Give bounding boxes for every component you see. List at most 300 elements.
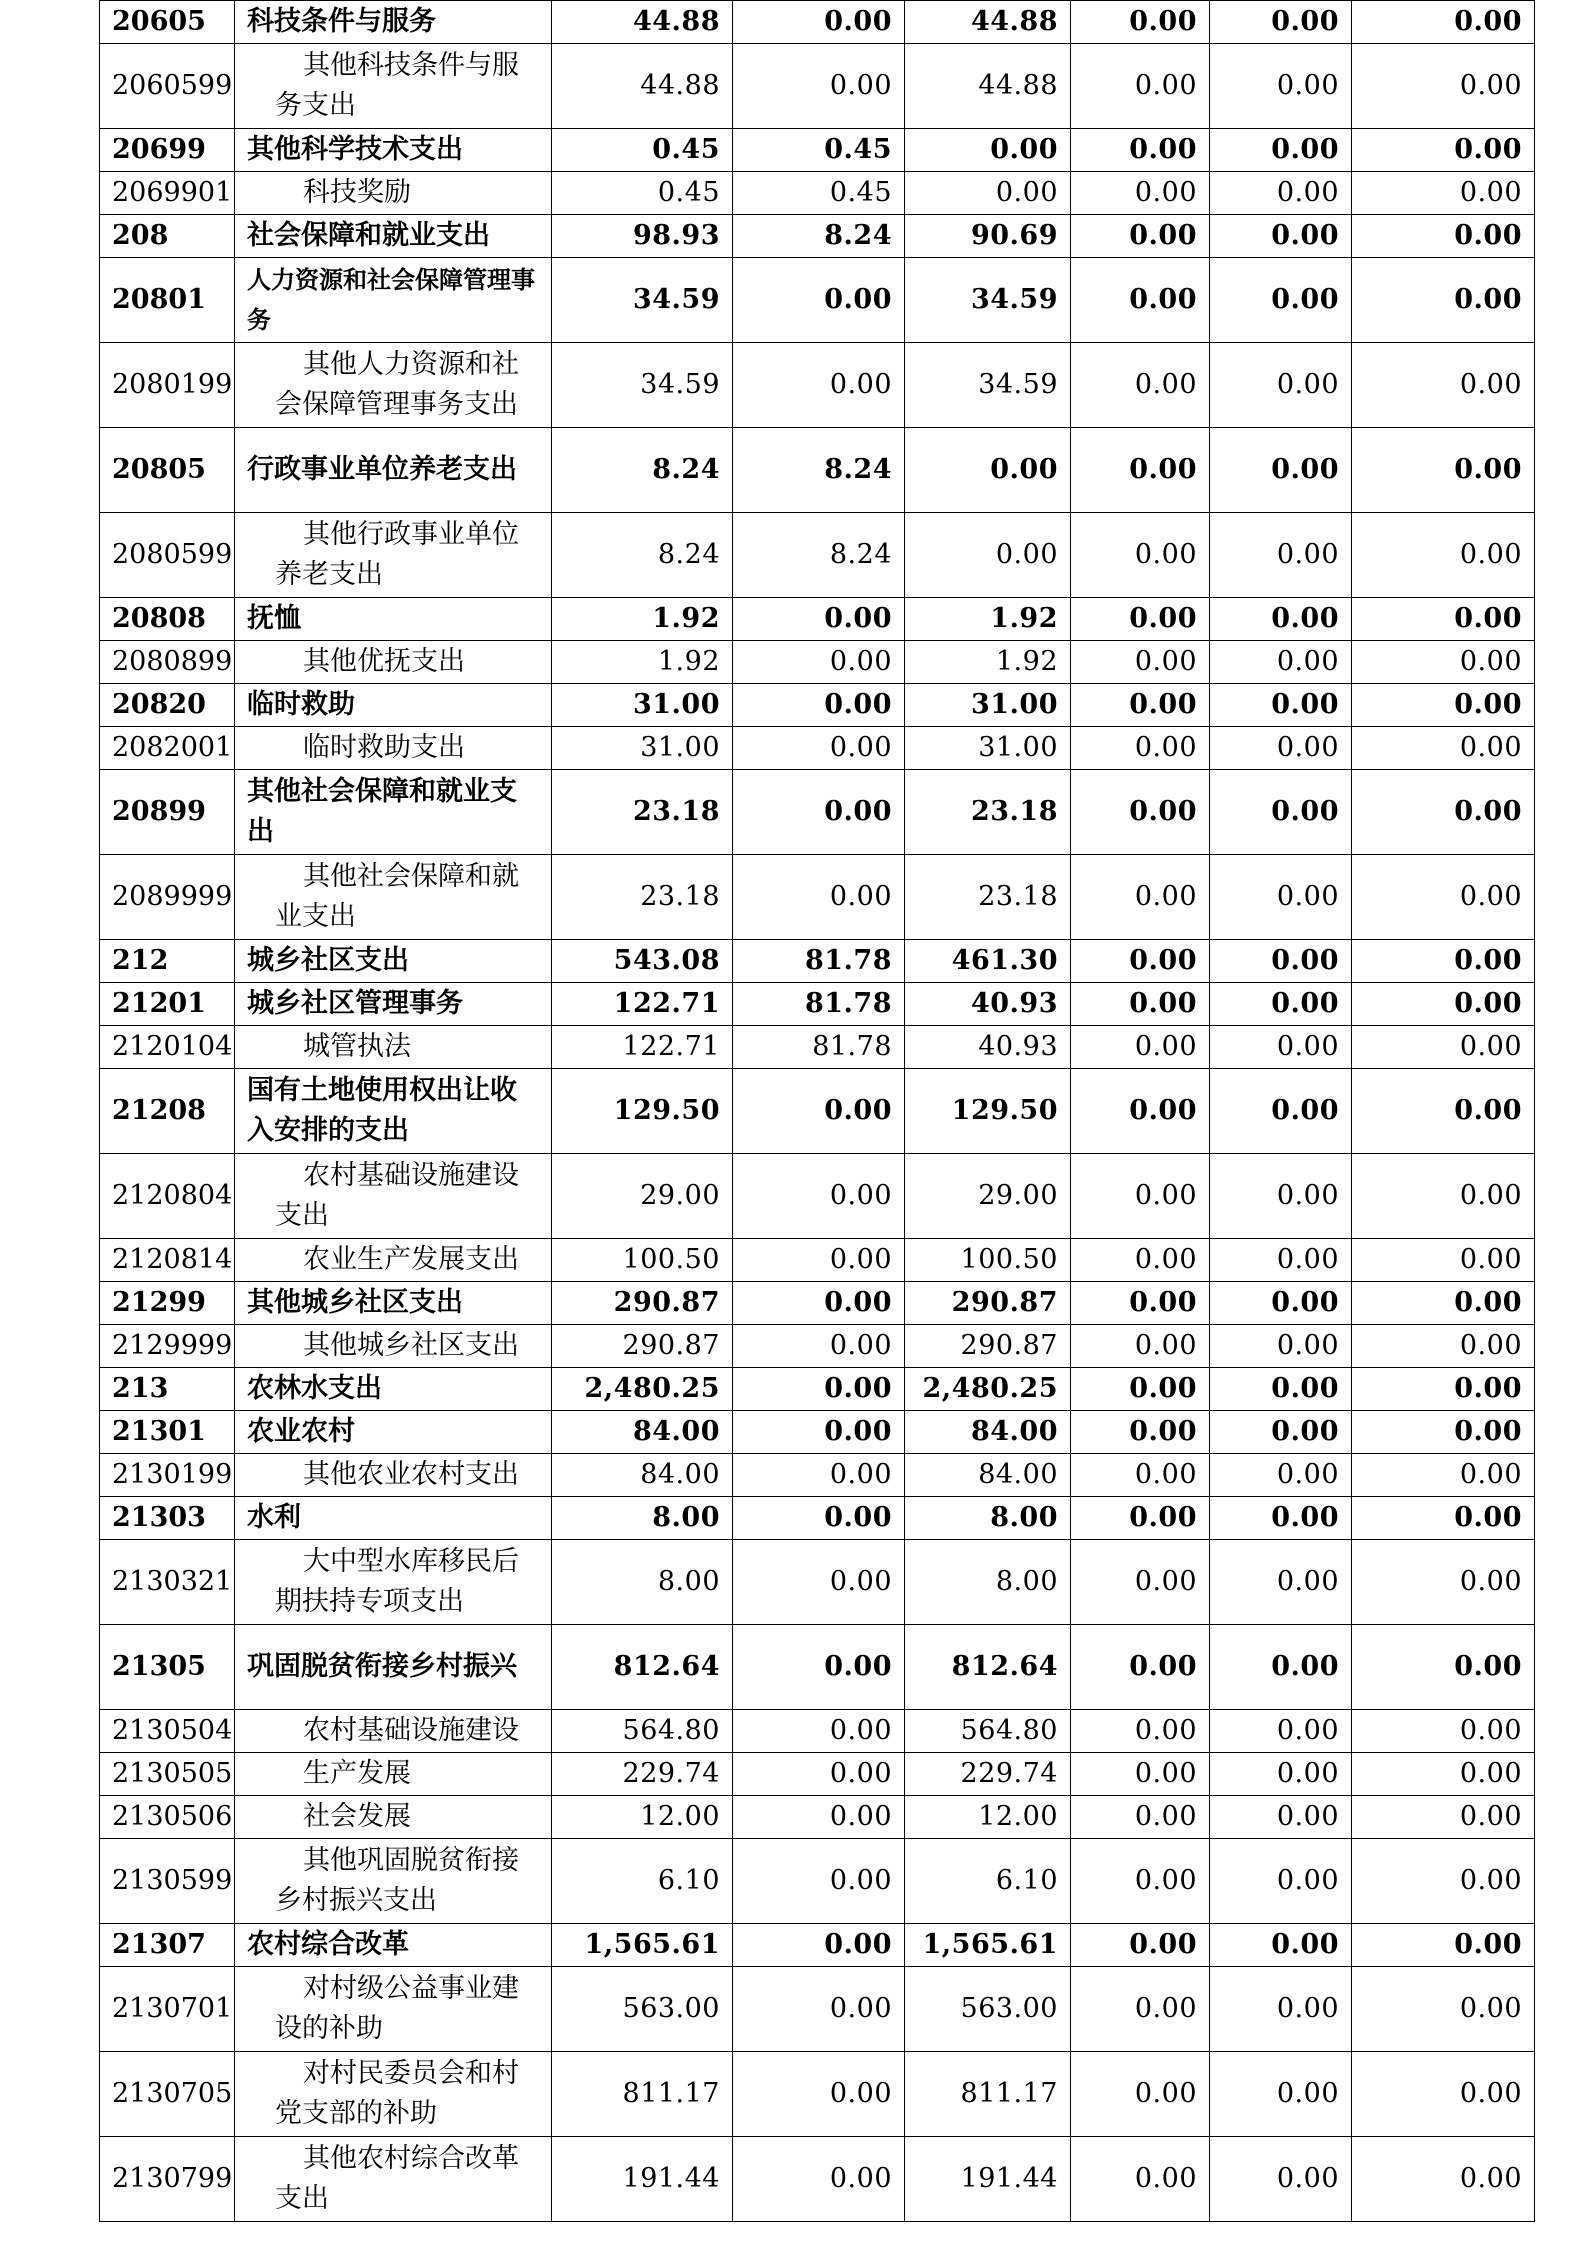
- amount-col5-cell: 0.00: [1210, 1154, 1352, 1239]
- basic-expenditure-cell: 0.00: [733, 1924, 905, 1967]
- subject-code-cell: 2080899: [100, 641, 235, 684]
- amount-col5-cell: 0.00: [1210, 770, 1352, 855]
- project-expenditure-cell: 29.00: [905, 1154, 1071, 1239]
- total-amount-cell: 29.00: [552, 1154, 733, 1239]
- amount-col6-cell: 0.00: [1352, 684, 1535, 727]
- project-expenditure-cell: 812.64: [905, 1625, 1071, 1710]
- amount-col6-cell: 0.00: [1352, 641, 1535, 684]
- amount-col5-cell: 0.00: [1210, 1753, 1352, 1796]
- subject-name-cell: 城乡社区支出: [235, 940, 552, 983]
- total-amount-cell: 34.59: [552, 343, 733, 428]
- basic-expenditure-cell: 0.00: [733, 1239, 905, 1282]
- subject-name-cell: 其他农村综合改革支出: [235, 2137, 552, 2222]
- subject-code-cell: 21201: [100, 983, 235, 1026]
- basic-expenditure-cell: 0.00: [733, 855, 905, 940]
- subject-name-cell: 其他城乡社区支出: [235, 1325, 552, 1368]
- subject-name-cell: 城乡社区管理事务: [235, 983, 552, 1026]
- subject-name-cell: 其他科技条件与服务支出: [235, 44, 552, 129]
- subject-name-cell: 抚恤: [235, 598, 552, 641]
- amount-col4-cell: 0.00: [1071, 1069, 1210, 1154]
- subject-code-cell: 2060599: [100, 44, 235, 129]
- project-expenditure-cell: 34.59: [905, 343, 1071, 428]
- subject-name-cell: 水利: [235, 1497, 552, 1540]
- table-row: [100, 598, 1535, 641]
- subject-name-cell: 农村基础设施建设支出: [235, 1154, 552, 1239]
- amount-col6-cell: 0.00: [1352, 598, 1535, 641]
- amount-col4-cell: 0.00: [1071, 129, 1210, 172]
- subject-name-cell: 其他农业农村支出: [235, 1454, 552, 1497]
- subject-name-cell: 人力资源和社会保障管理事务: [235, 258, 552, 343]
- basic-expenditure-cell: 0.00: [733, 1069, 905, 1154]
- total-amount-cell: 84.00: [552, 1454, 733, 1497]
- amount-col5-cell: 0.00: [1210, 684, 1352, 727]
- subject-name-cell: 其他城乡社区支出: [235, 1282, 552, 1325]
- subject-code-cell: 20899: [100, 770, 235, 855]
- total-amount-cell: 1.92: [552, 598, 733, 641]
- project-expenditure-cell: 44.88: [905, 1, 1071, 44]
- subject-code-cell: 20605: [100, 1, 235, 44]
- total-amount-cell: 543.08: [552, 940, 733, 983]
- subject-name-cell: 其他社会保障和就业支出: [235, 855, 552, 940]
- subject-code-cell: 2082001: [100, 727, 235, 770]
- total-amount-cell: 812.64: [552, 1625, 733, 1710]
- amount-col6-cell: 0.00: [1352, 1710, 1535, 1753]
- total-amount-cell: 290.87: [552, 1325, 733, 1368]
- basic-expenditure-cell: 0.00: [733, 641, 905, 684]
- project-expenditure-cell: 31.00: [905, 727, 1071, 770]
- total-amount-cell: 8.24: [552, 428, 733, 513]
- subject-name-cell: 城管执法: [235, 1026, 552, 1069]
- amount-col6-cell: 0.00: [1352, 1411, 1535, 1454]
- subject-name-cell: 大中型水库移民后期扶持专项支出: [235, 1540, 552, 1625]
- amount-col5-cell: 0.00: [1210, 343, 1352, 428]
- table-row: [100, 940, 1535, 983]
- amount-col6-cell: 0.00: [1352, 1753, 1535, 1796]
- amount-col4-cell: 0.00: [1071, 172, 1210, 215]
- subject-name-cell: 农村综合改革: [235, 1924, 552, 1967]
- amount-col5-cell: 0.00: [1210, 1924, 1352, 1967]
- subject-code-cell: 20808: [100, 598, 235, 641]
- subject-code-cell: 2120814: [100, 1239, 235, 1282]
- project-expenditure-cell: 461.30: [905, 940, 1071, 983]
- subject-name-cell: 科技条件与服务: [235, 1, 552, 44]
- subject-code-cell: 2120804: [100, 1154, 235, 1239]
- amount-col6-cell: 0.00: [1352, 855, 1535, 940]
- basic-expenditure-cell: 81.78: [733, 940, 905, 983]
- amount-col4-cell: 0.00: [1071, 1411, 1210, 1454]
- project-expenditure-cell: 40.93: [905, 983, 1071, 1026]
- subject-name-cell: 农村基础设施建设: [235, 1710, 552, 1753]
- amount-col4-cell: 0.00: [1071, 1282, 1210, 1325]
- subject-code-cell: 2130701: [100, 1967, 235, 2052]
- subject-name-cell: 社会发展: [235, 1796, 552, 1839]
- amount-col6-cell: 0.00: [1352, 1796, 1535, 1839]
- table-row: [100, 428, 1535, 513]
- table-row: [100, 343, 1535, 428]
- total-amount-cell: 44.88: [552, 1, 733, 44]
- table-row: [100, 1, 1535, 44]
- amount-col6-cell: 0.00: [1352, 258, 1535, 343]
- subject-code-cell: 2130799: [100, 2137, 235, 2222]
- project-expenditure-cell: 290.87: [905, 1282, 1071, 1325]
- basic-expenditure-cell: 0.00: [733, 1325, 905, 1368]
- amount-col4-cell: 0.00: [1071, 727, 1210, 770]
- subject-code-cell: 2130504: [100, 1710, 235, 1753]
- amount-col5-cell: 0.00: [1210, 940, 1352, 983]
- amount-col6-cell: 0.00: [1352, 1069, 1535, 1154]
- basic-expenditure-cell: 0.00: [733, 1710, 905, 1753]
- amount-col5-cell: 0.00: [1210, 1839, 1352, 1924]
- amount-col5-cell: 0.00: [1210, 983, 1352, 1026]
- subject-code-cell: 212: [100, 940, 235, 983]
- project-expenditure-cell: 1,565.61: [905, 1924, 1071, 1967]
- basic-expenditure-cell: 0.00: [733, 1625, 905, 1710]
- amount-col5-cell: 0.00: [1210, 1368, 1352, 1411]
- subject-code-cell: 2130506: [100, 1796, 235, 1839]
- amount-col4-cell: 0.00: [1071, 1967, 1210, 2052]
- subject-code-cell: 208: [100, 215, 235, 258]
- table-row: [100, 1540, 1535, 1625]
- amount-col4-cell: 0.00: [1071, 1325, 1210, 1368]
- project-expenditure-cell: 0.00: [905, 172, 1071, 215]
- total-amount-cell: 98.93: [552, 215, 733, 258]
- amount-col4-cell: 0.00: [1071, 1026, 1210, 1069]
- amount-col4-cell: 0.00: [1071, 258, 1210, 343]
- subject-name-cell: 其他优抚支出: [235, 641, 552, 684]
- total-amount-cell: 1.92: [552, 641, 733, 684]
- amount-col4-cell: 0.00: [1071, 2137, 1210, 2222]
- amount-col4-cell: 0.00: [1071, 983, 1210, 1026]
- amount-col6-cell: 0.00: [1352, 1839, 1535, 1924]
- subject-name-cell: 农业农村: [235, 1411, 552, 1454]
- project-expenditure-cell: 34.59: [905, 258, 1071, 343]
- amount-col6-cell: 0.00: [1352, 1497, 1535, 1540]
- amount-col6-cell: 0.00: [1352, 983, 1535, 1026]
- project-expenditure-cell: 90.69: [905, 215, 1071, 258]
- subject-name-cell: 农业生产发展支出: [235, 1239, 552, 1282]
- amount-col5-cell: 0.00: [1210, 44, 1352, 129]
- basic-expenditure-cell: 8.24: [733, 513, 905, 598]
- basic-expenditure-cell: 0.45: [733, 172, 905, 215]
- amount-col5-cell: 0.00: [1210, 1454, 1352, 1497]
- subject-code-cell: 2069901: [100, 172, 235, 215]
- amount-col5-cell: 0.00: [1210, 1967, 1352, 2052]
- amount-col4-cell: 0.00: [1071, 1239, 1210, 1282]
- basic-expenditure-cell: 0.00: [733, 684, 905, 727]
- basic-expenditure-cell: 0.00: [733, 1282, 905, 1325]
- amount-col5-cell: 0.00: [1210, 129, 1352, 172]
- amount-col4-cell: 0.00: [1071, 770, 1210, 855]
- table-row: [100, 1411, 1535, 1454]
- amount-col5-cell: 0.00: [1210, 1026, 1352, 1069]
- amount-col6-cell: 0.00: [1352, 1239, 1535, 1282]
- subject-name-cell: 对村民委员会和村党支部的补助: [235, 2052, 552, 2137]
- amount-col4-cell: 0.00: [1071, 684, 1210, 727]
- project-expenditure-cell: 564.80: [905, 1710, 1071, 1753]
- amount-col4-cell: 0.00: [1071, 1625, 1210, 1710]
- basic-expenditure-cell: 0.00: [733, 727, 905, 770]
- amount-col4-cell: 0.00: [1071, 44, 1210, 129]
- project-expenditure-cell: 2,480.25: [905, 1368, 1071, 1411]
- amount-col4-cell: 0.00: [1071, 1753, 1210, 1796]
- project-expenditure-cell: 8.00: [905, 1540, 1071, 1625]
- total-amount-cell: 23.18: [552, 770, 733, 855]
- table-row: [100, 1026, 1535, 1069]
- table-row: [100, 172, 1535, 215]
- amount-col4-cell: 0.00: [1071, 855, 1210, 940]
- subject-name-cell: 社会保障和就业支出: [235, 215, 552, 258]
- subject-name-cell: 巩固脱贫衔接乡村振兴: [235, 1625, 552, 1710]
- amount-col6-cell: 0.00: [1352, 1454, 1535, 1497]
- project-expenditure-cell: 84.00: [905, 1411, 1071, 1454]
- amount-col5-cell: 0.00: [1210, 172, 1352, 215]
- total-amount-cell: 31.00: [552, 727, 733, 770]
- basic-expenditure-cell: 0.00: [733, 343, 905, 428]
- table-row: [100, 641, 1535, 684]
- table-row: [100, 1239, 1535, 1282]
- total-amount-cell: 811.17: [552, 2052, 733, 2137]
- project-expenditure-cell: 290.87: [905, 1325, 1071, 1368]
- project-expenditure-cell: 191.44: [905, 2137, 1071, 2222]
- table-row: [100, 1325, 1535, 1368]
- subject-code-cell: 20699: [100, 129, 235, 172]
- subject-name-cell: 其他巩固脱贫衔接乡村振兴支出: [235, 1839, 552, 1924]
- subject-code-cell: 21305: [100, 1625, 235, 1710]
- table-row: [100, 983, 1535, 1026]
- table-row: [100, 1967, 1535, 2052]
- basic-expenditure-cell: 81.78: [733, 983, 905, 1026]
- basic-expenditure-cell: 0.00: [733, 1753, 905, 1796]
- total-amount-cell: 564.80: [552, 1710, 733, 1753]
- amount-col6-cell: 0.00: [1352, 1282, 1535, 1325]
- subject-name-cell: 对村级公益事业建设的补助: [235, 1967, 552, 2052]
- amount-col5-cell: 0.00: [1210, 641, 1352, 684]
- amount-col5-cell: 0.00: [1210, 2137, 1352, 2222]
- table-row: [100, 1924, 1535, 1967]
- amount-col6-cell: 0.00: [1352, 2052, 1535, 2137]
- amount-col5-cell: 0.00: [1210, 1625, 1352, 1710]
- table-row: [100, 513, 1535, 598]
- subject-code-cell: 2089999: [100, 855, 235, 940]
- table-row: [100, 215, 1535, 258]
- amount-col4-cell: 0.00: [1071, 1540, 1210, 1625]
- basic-expenditure-cell: 0.45: [733, 129, 905, 172]
- project-expenditure-cell: 1.92: [905, 598, 1071, 641]
- project-expenditure-cell: 23.18: [905, 855, 1071, 940]
- basic-expenditure-cell: 0.00: [733, 2052, 905, 2137]
- basic-expenditure-cell: 0.00: [733, 1967, 905, 2052]
- project-expenditure-cell: 84.00: [905, 1454, 1071, 1497]
- table-row: [100, 1282, 1535, 1325]
- amount-col6-cell: 0.00: [1352, 1154, 1535, 1239]
- subject-name-cell: 其他行政事业单位养老支出: [235, 513, 552, 598]
- table-row: [100, 2137, 1535, 2222]
- table-row: [100, 1753, 1535, 1796]
- amount-col4-cell: 0.00: [1071, 940, 1210, 983]
- amount-col6-cell: 0.00: [1352, 172, 1535, 215]
- amount-col5-cell: 0.00: [1210, 727, 1352, 770]
- project-expenditure-cell: 1.92: [905, 641, 1071, 684]
- subject-code-cell: 20805: [100, 428, 235, 513]
- total-amount-cell: 84.00: [552, 1411, 733, 1454]
- total-amount-cell: 8.00: [552, 1497, 733, 1540]
- amount-col5-cell: 0.00: [1210, 598, 1352, 641]
- amount-col6-cell: 0.00: [1352, 1540, 1535, 1625]
- basic-expenditure-cell: 0.00: [733, 1368, 905, 1411]
- amount-col5-cell: 0.00: [1210, 215, 1352, 258]
- amount-col4-cell: 0.00: [1071, 641, 1210, 684]
- table-row: [100, 855, 1535, 940]
- amount-col6-cell: 0.00: [1352, 727, 1535, 770]
- total-amount-cell: 290.87: [552, 1282, 733, 1325]
- total-amount-cell: 100.50: [552, 1239, 733, 1282]
- subject-name-cell: 临时救助支出: [235, 727, 552, 770]
- table-row: [100, 770, 1535, 855]
- subject-name-cell: 生产发展: [235, 1753, 552, 1796]
- amount-col5-cell: 0.00: [1210, 1710, 1352, 1753]
- amount-col4-cell: 0.00: [1071, 2052, 1210, 2137]
- basic-expenditure-cell: 0.00: [733, 1839, 905, 1924]
- table-row: [100, 684, 1535, 727]
- subject-name-cell: 农林水支出: [235, 1368, 552, 1411]
- amount-col5-cell: 0.00: [1210, 1069, 1352, 1154]
- table-row: [100, 1069, 1535, 1154]
- amount-col5-cell: 0.00: [1210, 428, 1352, 513]
- total-amount-cell: 0.45: [552, 129, 733, 172]
- table-row: [100, 1454, 1535, 1497]
- project-expenditure-cell: 0.00: [905, 513, 1071, 598]
- amount-col4-cell: 0.00: [1071, 1924, 1210, 1967]
- amount-col4-cell: 0.00: [1071, 428, 1210, 513]
- amount-col4-cell: 0.00: [1071, 1796, 1210, 1839]
- amount-col5-cell: 0.00: [1210, 1497, 1352, 1540]
- subject-name-cell: 临时救助: [235, 684, 552, 727]
- total-amount-cell: 23.18: [552, 855, 733, 940]
- total-amount-cell: 191.44: [552, 2137, 733, 2222]
- table-row: [100, 1796, 1535, 1839]
- project-expenditure-cell: 129.50: [905, 1069, 1071, 1154]
- amount-col5-cell: 0.00: [1210, 1540, 1352, 1625]
- subject-name-cell: 国有土地使用权出让收入安排的支出: [235, 1069, 552, 1154]
- basic-expenditure-cell: 0.00: [733, 770, 905, 855]
- subject-code-cell: 213: [100, 1368, 235, 1411]
- subject-code-cell: 21303: [100, 1497, 235, 1540]
- subject-code-cell: 2130705: [100, 2052, 235, 2137]
- total-amount-cell: 6.10: [552, 1839, 733, 1924]
- subject-code-cell: 2120104: [100, 1026, 235, 1069]
- amount-col5-cell: 0.00: [1210, 513, 1352, 598]
- amount-col4-cell: 0.00: [1071, 1710, 1210, 1753]
- project-expenditure-cell: 229.74: [905, 1753, 1071, 1796]
- subject-code-cell: 2129999: [100, 1325, 235, 1368]
- subject-name-cell: 其他科学技术支出: [235, 129, 552, 172]
- basic-expenditure-cell: 0.00: [733, 1796, 905, 1839]
- total-amount-cell: 8.24: [552, 513, 733, 598]
- project-expenditure-cell: 12.00: [905, 1796, 1071, 1839]
- table-row: [100, 129, 1535, 172]
- table-row: [100, 1154, 1535, 1239]
- amount-col5-cell: 0.00: [1210, 855, 1352, 940]
- total-amount-cell: 0.45: [552, 172, 733, 215]
- total-amount-cell: 8.00: [552, 1540, 733, 1625]
- table-row: [100, 1625, 1535, 1710]
- subject-code-cell: 2130505: [100, 1753, 235, 1796]
- amount-col6-cell: 0.00: [1352, 2137, 1535, 2222]
- subject-name-cell: 其他社会保障和就业支出: [235, 770, 552, 855]
- amount-col6-cell: 0.00: [1352, 1967, 1535, 2052]
- total-amount-cell: 229.74: [552, 1753, 733, 1796]
- amount-col6-cell: 0.00: [1352, 1026, 1535, 1069]
- amount-col6-cell: 0.00: [1352, 1368, 1535, 1411]
- amount-col5-cell: 0.00: [1210, 1325, 1352, 1368]
- project-expenditure-cell: 44.88: [905, 44, 1071, 129]
- amount-col5-cell: 0.00: [1210, 1, 1352, 44]
- amount-col6-cell: 0.00: [1352, 129, 1535, 172]
- project-expenditure-cell: 31.00: [905, 684, 1071, 727]
- table-row: [100, 44, 1535, 129]
- subject-code-cell: 2080199: [100, 343, 235, 428]
- basic-expenditure-cell: 0.00: [733, 1154, 905, 1239]
- total-amount-cell: 31.00: [552, 684, 733, 727]
- amount-col6-cell: 0.00: [1352, 940, 1535, 983]
- subject-code-cell: 2130599: [100, 1839, 235, 1924]
- amount-col6-cell: 0.00: [1352, 1325, 1535, 1368]
- basic-expenditure-cell: 0.00: [733, 1, 905, 44]
- amount-col6-cell: 0.00: [1352, 428, 1535, 513]
- amount-col5-cell: 0.00: [1210, 1282, 1352, 1325]
- basic-expenditure-cell: 8.24: [733, 215, 905, 258]
- basic-expenditure-cell: 0.00: [733, 258, 905, 343]
- basic-expenditure-cell: 81.78: [733, 1026, 905, 1069]
- amount-col4-cell: 0.00: [1071, 215, 1210, 258]
- amount-col4-cell: 0.00: [1071, 1454, 1210, 1497]
- amount-col6-cell: 0.00: [1352, 1625, 1535, 1710]
- project-expenditure-cell: 23.18: [905, 770, 1071, 855]
- project-expenditure-cell: 100.50: [905, 1239, 1071, 1282]
- amount-col6-cell: 0.00: [1352, 513, 1535, 598]
- subject-code-cell: 20820: [100, 684, 235, 727]
- amount-col4-cell: 0.00: [1071, 1154, 1210, 1239]
- basic-expenditure-cell: 0.00: [733, 2137, 905, 2222]
- budget-table: [99, 0, 1535, 2222]
- subject-code-cell: 2130199: [100, 1454, 235, 1497]
- total-amount-cell: 12.00: [552, 1796, 733, 1839]
- basic-expenditure-cell: 0.00: [733, 1454, 905, 1497]
- amount-col4-cell: 0.00: [1071, 513, 1210, 598]
- total-amount-cell: 2,480.25: [552, 1368, 733, 1411]
- amount-col4-cell: 0.00: [1071, 343, 1210, 428]
- project-expenditure-cell: 811.17: [905, 2052, 1071, 2137]
- project-expenditure-cell: 8.00: [905, 1497, 1071, 1540]
- basic-expenditure-cell: 8.24: [733, 428, 905, 513]
- table-row: [100, 1839, 1535, 1924]
- amount-col5-cell: 0.00: [1210, 1411, 1352, 1454]
- subject-code-cell: 21299: [100, 1282, 235, 1325]
- total-amount-cell: 122.71: [552, 1026, 733, 1069]
- amount-col4-cell: 0.00: [1071, 1368, 1210, 1411]
- total-amount-cell: 122.71: [552, 983, 733, 1026]
- project-expenditure-cell: 0.00: [905, 129, 1071, 172]
- project-expenditure-cell: 563.00: [905, 1967, 1071, 2052]
- subject-code-cell: 21301: [100, 1411, 235, 1454]
- subject-code-cell: 21307: [100, 1924, 235, 1967]
- subject-name-cell: 行政事业单位养老支出: [235, 428, 552, 513]
- amount-col6-cell: 0.00: [1352, 770, 1535, 855]
- amount-col6-cell: 0.00: [1352, 44, 1535, 129]
- table-row: [100, 1710, 1535, 1753]
- table-row: [100, 2052, 1535, 2137]
- amount-col4-cell: 0.00: [1071, 1839, 1210, 1924]
